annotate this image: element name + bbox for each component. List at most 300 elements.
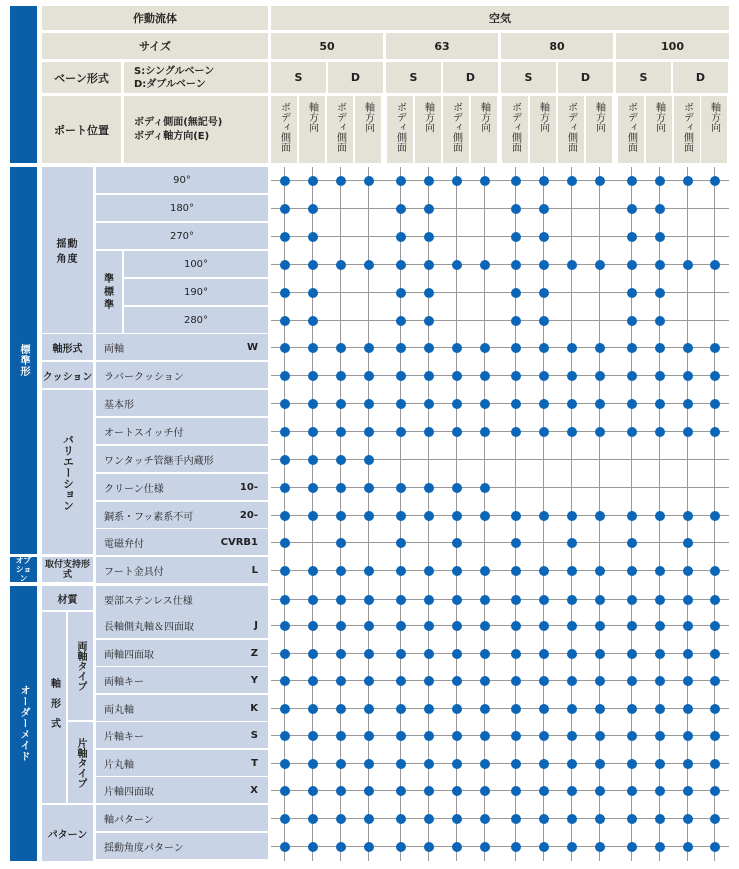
availability-dot: [308, 176, 318, 186]
availability-dot: [336, 842, 346, 852]
port-type-text: 軸方向: [362, 102, 374, 132]
availability-dot: [710, 260, 720, 270]
availability-dot: [308, 704, 318, 714]
availability-dot: [595, 759, 605, 769]
availability-dot: [539, 371, 549, 381]
availability-dot: [595, 566, 605, 576]
availability-dot: [595, 649, 605, 659]
port-type-text: ボディ側面: [565, 102, 577, 152]
port-type-text: ボディ側面: [278, 102, 290, 152]
availability-dot: [627, 343, 637, 353]
availability-dot: [308, 288, 318, 298]
availability-dot: [480, 759, 490, 769]
availability-dot: [424, 204, 434, 214]
port-type-9: [502, 96, 528, 163]
availability-dot: [280, 704, 290, 714]
port-type-11: [558, 96, 584, 163]
availability-dot: [280, 316, 290, 326]
size-50: 50: [271, 33, 383, 59]
availability-dot: [336, 566, 346, 576]
availability-dot: [364, 260, 374, 270]
availability-dot: [424, 649, 434, 659]
availability-dot: [424, 786, 434, 796]
availability-dot: [480, 566, 490, 576]
availability-dot: [336, 814, 346, 824]
availability-dot: [539, 316, 549, 326]
availability-dot: [511, 621, 521, 631]
availability-dot: [396, 731, 406, 741]
availability-dot: [595, 427, 605, 437]
availability-dot: [539, 621, 549, 631]
availability-dot: [511, 704, 521, 714]
availability-dot: [364, 595, 374, 605]
availability-dot: [424, 595, 434, 605]
port-desc-axial: ボディ軸方向(E): [134, 130, 210, 142]
availability-dot: [567, 343, 577, 353]
availability-dot: [424, 704, 434, 714]
row-label-text: フート金具付: [104, 566, 164, 578]
availability-dot: [424, 399, 434, 409]
vane-type-6: D: [558, 62, 613, 93]
row-label: [96, 390, 268, 416]
port-type-text: 軸方向: [478, 102, 490, 132]
availability-dot: [280, 731, 290, 741]
availability-dot: [627, 704, 637, 714]
availability-dot: [396, 786, 406, 796]
availability-dot: [683, 704, 693, 714]
port-type-7: [443, 96, 469, 163]
availability-dot: [308, 511, 318, 521]
availability-dot: [480, 814, 490, 824]
availability-dot: [683, 511, 693, 521]
availability-dot: [396, 204, 406, 214]
row-label: [96, 695, 268, 721]
availability-dot: [396, 483, 406, 493]
availability-dot: [452, 786, 462, 796]
availability-dot: [567, 371, 577, 381]
availability-dot: [710, 676, 720, 686]
availability-dot: [280, 371, 290, 381]
availability-dot: [452, 814, 462, 824]
availability-dot: [452, 511, 462, 521]
row-label-text: 280°: [183, 314, 209, 326]
availability-dot: [595, 399, 605, 409]
availability-dot: [452, 343, 462, 353]
availability-dot: [364, 704, 374, 714]
availability-dot: [511, 260, 521, 270]
availability-dot: [280, 814, 290, 824]
row-label: [96, 833, 268, 859]
port-type-12: [586, 96, 612, 163]
port-type-2: [299, 96, 325, 163]
availability-dot: [336, 399, 346, 409]
availability-dot: [336, 427, 346, 437]
availability-dot: [364, 842, 374, 852]
availability-dot: [336, 676, 346, 686]
availability-dot: [539, 260, 549, 270]
availability-dot: [655, 649, 665, 659]
availability-dot: [539, 842, 549, 852]
row-label: [96, 777, 268, 803]
availability-dot: [511, 786, 521, 796]
side-bar-top: [10, 6, 37, 163]
availability-dot: [308, 399, 318, 409]
row-label-text: 揺動角度パターン: [104, 842, 184, 854]
availability-dot: [627, 676, 637, 686]
availability-dot: [683, 538, 693, 548]
vane-desc-double: D:ダブルベーン: [134, 78, 206, 90]
availability-dot: [336, 731, 346, 741]
availability-dot: [364, 176, 374, 186]
group-variation: バリエーション: [42, 390, 93, 554]
row-label-text: 片軸キー: [104, 731, 144, 743]
row-label: [96, 502, 268, 528]
port-type-text: 軸方向: [537, 102, 549, 132]
availability-dot: [655, 371, 665, 381]
availability-dot: [627, 786, 637, 796]
availability-dot: [539, 176, 549, 186]
availability-dot: [308, 566, 318, 576]
availability-dot: [364, 427, 374, 437]
availability-dot: [511, 566, 521, 576]
availability-dot: [396, 759, 406, 769]
row-label-text: ワンタッチ管継手内蔵形: [104, 455, 214, 467]
fluid-label: 作動流体: [42, 6, 268, 30]
availability-dot: [280, 176, 290, 186]
group-single-shaft: 片軸タイプ: [68, 722, 93, 803]
availability-dot: [567, 176, 577, 186]
availability-dot: [511, 371, 521, 381]
row-label-text: 100°: [183, 258, 209, 270]
availability-dot: [511, 427, 521, 437]
availability-dot: [396, 399, 406, 409]
row-label-text: 銅系・フッ素系不可: [104, 511, 194, 523]
availability-dot: [480, 427, 490, 437]
availability-dot: [424, 427, 434, 437]
port-type-text: 軸方向: [653, 102, 665, 132]
port-type-1: [271, 96, 297, 163]
availability-dot: [539, 232, 549, 242]
row-label: [96, 474, 268, 500]
availability-dot: [424, 176, 434, 186]
availability-dot: [280, 786, 290, 796]
availability-dot: [511, 676, 521, 686]
availability-dot: [280, 260, 290, 270]
availability-dot: [567, 511, 577, 521]
availability-dot: [280, 842, 290, 852]
row-label-text: 両軸: [104, 343, 124, 355]
availability-dot: [567, 621, 577, 631]
availability-dot: [710, 566, 720, 576]
port-type-text: 軸方向: [593, 102, 605, 132]
availability-dot: [655, 399, 665, 409]
row-label: [96, 529, 268, 555]
availability-dot: [567, 814, 577, 824]
port-type-16: [701, 96, 727, 163]
vane-type-1: S: [271, 62, 326, 93]
availability-dot: [396, 595, 406, 605]
row-code: T: [251, 757, 258, 769]
section-order: オーダーメイド: [10, 586, 37, 861]
availability-dot: [308, 676, 318, 686]
availability-dot: [627, 204, 637, 214]
availability-dot: [364, 455, 374, 465]
availability-dot: [567, 731, 577, 741]
availability-dot: [480, 371, 490, 381]
row-label-text: 片軸四面取: [104, 786, 154, 798]
availability-dot: [364, 676, 374, 686]
availability-dot: [280, 483, 290, 493]
availability-dot: [595, 511, 605, 521]
availability-dot: [424, 316, 434, 326]
row-code: X: [250, 784, 258, 796]
availability-dot: [336, 538, 346, 548]
availability-dot: [280, 621, 290, 631]
availability-dot: [511, 511, 521, 521]
availability-dot: [710, 511, 720, 521]
availability-dot: [308, 427, 318, 437]
availability-dot: [336, 483, 346, 493]
row-label: [96, 557, 268, 583]
availability-dot: [567, 260, 577, 270]
availability-dot: [452, 371, 462, 381]
availability-dot: [480, 483, 490, 493]
availability-dot: [655, 260, 665, 270]
row-label: [96, 722, 268, 748]
availability-dot: [480, 621, 490, 631]
availability-dot: [336, 704, 346, 714]
availability-dot: [627, 759, 637, 769]
availability-dot: [396, 814, 406, 824]
port-type-3: [327, 96, 353, 163]
availability-dot: [424, 371, 434, 381]
availability-dot: [452, 538, 462, 548]
row-label-text: ラバークッション: [104, 371, 184, 383]
availability-dot: [308, 731, 318, 741]
row-label: [96, 667, 268, 693]
row-label-text: 両軸四面取: [104, 649, 154, 661]
availability-dot: [480, 260, 490, 270]
port-type-text: ボディ側面: [334, 102, 346, 152]
row-label: [96, 334, 268, 360]
availability-dot: [595, 842, 605, 852]
availability-dot: [308, 595, 318, 605]
vane-type-8: D: [673, 62, 728, 93]
availability-dot: [396, 371, 406, 381]
availability-dot: [480, 399, 490, 409]
availability-dot: [539, 204, 549, 214]
availability-dot: [424, 621, 434, 631]
port-type-8: [471, 96, 497, 163]
row-label: [96, 805, 268, 831]
availability-dot: [424, 483, 434, 493]
availability-dot: [627, 316, 637, 326]
row-label-text: 180°: [169, 202, 195, 214]
vane-type-2: D: [328, 62, 383, 93]
row-label-text: オートスイッチ付: [104, 427, 184, 439]
availability-dot: [627, 731, 637, 741]
availability-dot: [539, 595, 549, 605]
group-double-shaft: 両軸タイプ: [68, 612, 93, 720]
availability-dot: [396, 232, 406, 242]
availability-dot: [567, 676, 577, 686]
availability-dot: [424, 288, 434, 298]
availability-dot: [567, 399, 577, 409]
availability-dot: [655, 731, 665, 741]
availability-dot: [683, 343, 693, 353]
availability-dot: [627, 232, 637, 242]
port-type-13: [618, 96, 644, 163]
availability-dot: [452, 759, 462, 769]
availability-dot: [539, 343, 549, 353]
availability-dot: [655, 232, 665, 242]
vane-label: ベーン形式: [42, 62, 121, 93]
availability-dot: [336, 260, 346, 270]
availability-dot: [396, 176, 406, 186]
size-label: サイズ: [42, 33, 268, 59]
availability-dot: [595, 371, 605, 381]
row-label-text: 電磁弁付: [104, 538, 144, 550]
availability-dot: [595, 176, 605, 186]
port-type-14: [646, 96, 672, 163]
availability-dot: [627, 427, 637, 437]
availability-dot: [364, 786, 374, 796]
availability-dot: [452, 176, 462, 186]
availability-dot: [627, 595, 637, 605]
row-label: [96, 195, 268, 221]
port-type-text: ボディ側面: [509, 102, 521, 152]
availability-dot: [424, 260, 434, 270]
availability-dot: [655, 288, 665, 298]
availability-dot: [511, 759, 521, 769]
availability-dot: [308, 483, 318, 493]
availability-dot: [280, 455, 290, 465]
availability-dot: [683, 814, 693, 824]
availability-dot: [655, 842, 665, 852]
availability-dot: [452, 483, 462, 493]
row-label-text: 片丸軸: [104, 759, 134, 771]
availability-dot: [396, 621, 406, 631]
availability-dot: [424, 814, 434, 824]
row-label: [124, 251, 268, 277]
availability-dot: [710, 649, 720, 659]
vane-desc: [124, 62, 268, 93]
availability-dot: [280, 649, 290, 659]
availability-dot: [655, 759, 665, 769]
availability-dot: [710, 343, 720, 353]
row-label: [124, 279, 268, 305]
row-label: [96, 418, 268, 444]
availability-dot: [683, 621, 693, 631]
availability-dot: [595, 786, 605, 796]
availability-dot: [710, 176, 720, 186]
group-swing-angle: 揺動角度: [42, 167, 93, 333]
row-label: [96, 586, 268, 612]
availability-dot: [452, 427, 462, 437]
row-code: K: [250, 702, 258, 714]
availability-dot: [539, 427, 549, 437]
row-label-text: 90°: [173, 174, 191, 186]
vane-type-3: S: [386, 62, 441, 93]
availability-dot: [424, 842, 434, 852]
availability-dot: [511, 176, 521, 186]
availability-dot: [539, 288, 549, 298]
availability-dot: [424, 511, 434, 521]
row-code: S: [250, 729, 258, 741]
availability-dot: [336, 176, 346, 186]
availability-dot: [627, 649, 637, 659]
availability-dot: [683, 649, 693, 659]
port-type-text: 軸方向: [306, 102, 318, 132]
availability-dot: [655, 204, 665, 214]
availability-dot: [511, 343, 521, 353]
availability-dot: [655, 704, 665, 714]
row-label-text: 基本形: [104, 399, 134, 411]
availability-dot: [480, 343, 490, 353]
size-100: 100: [616, 33, 729, 59]
availability-dot: [308, 842, 318, 852]
port-type-text: ボディ側面: [681, 102, 693, 152]
availability-dot: [655, 676, 665, 686]
availability-dot: [511, 232, 521, 242]
availability-dot: [280, 511, 290, 521]
availability-dot: [683, 759, 693, 769]
availability-dot: [308, 204, 318, 214]
availability-dot: [280, 288, 290, 298]
availability-dot: [539, 704, 549, 714]
row-code: L: [251, 564, 258, 576]
availability-dot: [452, 731, 462, 741]
availability-dot: [710, 399, 720, 409]
availability-dot: [452, 566, 462, 576]
availability-dot: [336, 371, 346, 381]
availability-dot: [683, 399, 693, 409]
availability-dot: [683, 595, 693, 605]
port-type-text: 軸方向: [708, 102, 720, 132]
availability-dot: [308, 649, 318, 659]
availability-dot: [595, 704, 605, 714]
availability-dot: [424, 676, 434, 686]
availability-dot: [336, 621, 346, 631]
port-desc: [124, 96, 268, 163]
availability-dot: [511, 842, 521, 852]
availability-dot: [710, 595, 720, 605]
row-code: Z: [250, 647, 258, 659]
availability-dot: [655, 621, 665, 631]
availability-dot: [627, 842, 637, 852]
availability-dot: [595, 814, 605, 824]
port-type-text: ボディ側面: [625, 102, 637, 152]
availability-dot: [627, 260, 637, 270]
availability-dot: [364, 649, 374, 659]
availability-dot: [308, 621, 318, 631]
availability-dot: [452, 260, 462, 270]
availability-dot: [567, 759, 577, 769]
availability-dot: [452, 595, 462, 605]
row-label-text: 両丸軸: [104, 704, 134, 716]
availability-dot: [511, 649, 521, 659]
availability-dot: [511, 814, 521, 824]
row-label: [96, 750, 268, 776]
availability-dot: [280, 204, 290, 214]
row-code: J: [254, 619, 258, 631]
availability-dot: [396, 676, 406, 686]
availability-dot: [396, 566, 406, 576]
availability-dot: [567, 595, 577, 605]
availability-dot: [308, 260, 318, 270]
port-type-6: [415, 96, 441, 163]
availability-dot: [627, 288, 637, 298]
